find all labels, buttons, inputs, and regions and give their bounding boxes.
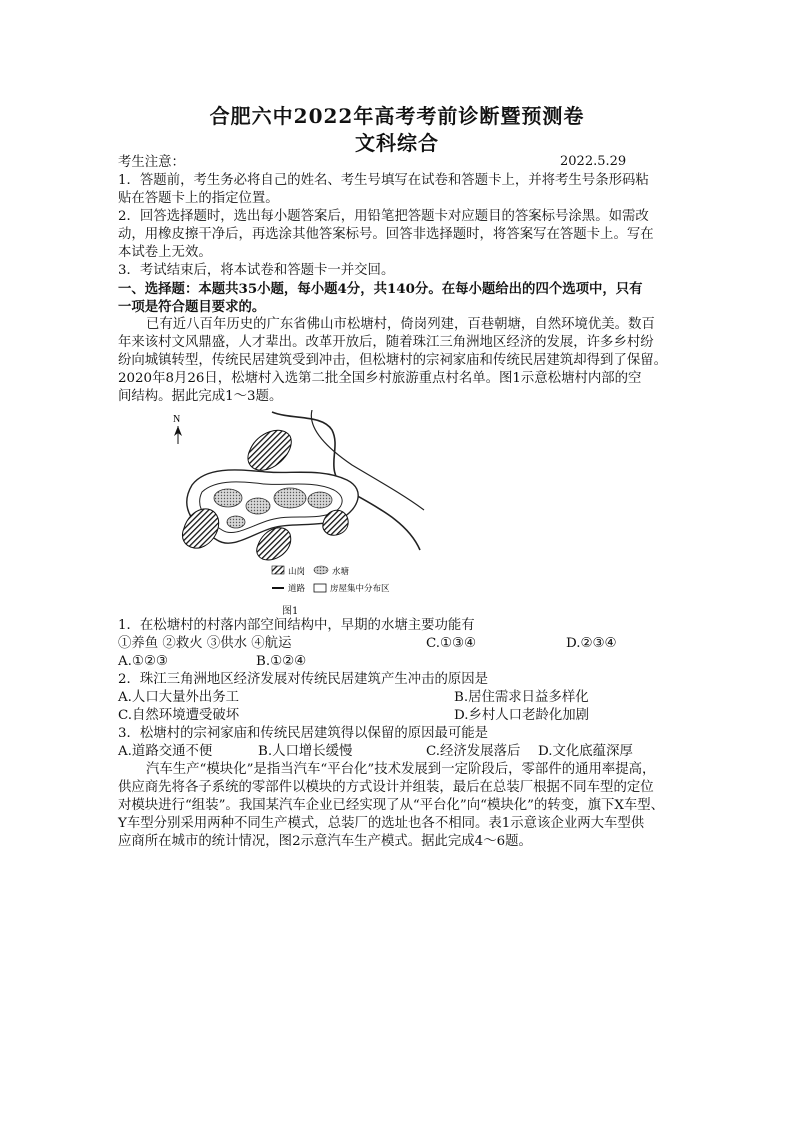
option-a: A.道路交通不便 <box>118 744 213 759</box>
passage-line: 间结构。据此完成1～3题。 <box>118 389 283 404</box>
question-stem: 3．松塘村的宗祠家庙和传统民居建筑得以保留的原因最可能是 <box>118 726 489 741</box>
exam-date: 2022.5.29 <box>560 154 627 169</box>
instruction-line: 本试卷上无效。 <box>118 245 212 260</box>
legend-hill-label: 山岗 <box>288 567 306 577</box>
option-c: C.自然环境遭受破坏 <box>118 708 240 723</box>
notice-label: 考生注意： <box>118 155 185 170</box>
instruction-line: 2．回答选择题时，选出每小题答案后，用铅笔把答题卡对应题目的答案标号涂黑。如需改 <box>118 209 649 224</box>
pond <box>308 492 332 508</box>
legend-pond-label: 水塘 <box>332 567 350 577</box>
exam-subtitle: 文科综合 <box>355 131 439 155</box>
pond <box>274 488 306 508</box>
option-d: D.②③④ <box>566 636 617 651</box>
passage-line: 纷向城镇转型，传统民居建筑受到冲击，但松塘村的宗祠家庙和传统民居建筑却得到了保留。 <box>118 353 668 368</box>
figure-caption: 图1 <box>282 606 299 617</box>
north-label: N <box>173 414 181 425</box>
option-b: B.居住需求日益多样化 <box>454 690 589 705</box>
question-stem: 2．珠江三角洲地区经济发展对传统民居建筑产生冲击的原因是 <box>118 672 489 687</box>
exam-title: 合肥六中2022年高考考前诊断暨预测卷 <box>209 104 585 128</box>
hill <box>248 430 291 470</box>
passage-line: Y车型分别采用两种不同生产模式，总装厂的选址也各不相同。表1示意该企业两大车型供 <box>118 816 645 831</box>
option-b: B.人口增长缓慢 <box>258 744 353 759</box>
passage-line: 已有近八百年历史的广东省佛山市松塘村，倚岗列建，百巷朝塘，自然环境优美。数百 <box>146 317 655 332</box>
passage-line: 供应商先将各子系统的零部件以模块的方式设计并组装，最后在总装厂根据不同车型的定位 <box>118 780 654 795</box>
passage-line: 汽车生产“模块化”是指当汽车“平台化”技术发展到一定阶段后，零部件的通用率提高， <box>146 762 656 777</box>
map-legend <box>272 566 390 594</box>
pond <box>227 516 245 528</box>
passage-line: 年来该村文风鼎盛，人才辈出。改革开放后，随着珠江三角洲地区经济的发展，许多乡村纷 <box>118 335 654 350</box>
instruction-line: 动，用橡皮擦干净后，再选涂其他答案标号。回答非选择题时，将答案写在答题卡上。写在 <box>118 227 654 242</box>
option-a: A.人口大量外出务工 <box>118 690 240 705</box>
section-heading: 一项是符合题目要求的。 <box>118 299 266 315</box>
option-a: A.①②③ <box>118 654 168 669</box>
pond <box>246 498 270 514</box>
pond <box>214 489 242 507</box>
passage-line: 应商所在城市的统计情况，图2示意汽车生产模式。据此完成4～6题。 <box>118 834 532 849</box>
option-b: B.①②④ <box>256 654 307 669</box>
instruction-line: 贴在答题卡上的指定位置。 <box>118 191 279 206</box>
section-heading: 一、选择题：本题共35小题，每小题4分，共140分。在每小题给出的四个选项中，只有 <box>118 281 643 297</box>
legend-houses-label: 房屋集中分布区 <box>330 584 390 594</box>
instruction-line: 1．答题前，考生务必将自己的姓名、考生号填写在试卷和答题卡上，并将考生号条形码粘 <box>118 173 649 188</box>
option-c: C.①③④ <box>426 636 477 651</box>
option-c: C.经济发展落后 <box>426 744 521 759</box>
hill <box>182 509 218 548</box>
passage-line: 对模块进行“组装”。我国某汽车企业已经实现了从“平台化”向“模块化”的转变，旗下X车型、 <box>118 798 665 813</box>
question-stem: 1．在松塘村的村落内部空间结构中，早期的水塘主要功能有 <box>118 618 475 633</box>
question-items: ①养鱼 ②救火 ③供水 ④航运 <box>118 636 292 651</box>
passage-line: 2020年8月26日，松塘村入选第二批全国乡村旅游重点村名单。图1示意松塘村内部的空 <box>118 371 642 386</box>
hill <box>257 528 291 560</box>
option-d: D.文化底蕴深厚 <box>538 744 633 759</box>
legend-road-label: 道路 <box>288 584 306 594</box>
north-arrow-icon <box>174 426 182 444</box>
option-d: D.乡村人口老龄化加剧 <box>454 708 590 723</box>
village-map-figure <box>172 410 430 616</box>
instruction-line: 3．考试结束后，将本试卷和答题卡一并交回。 <box>118 263 395 278</box>
